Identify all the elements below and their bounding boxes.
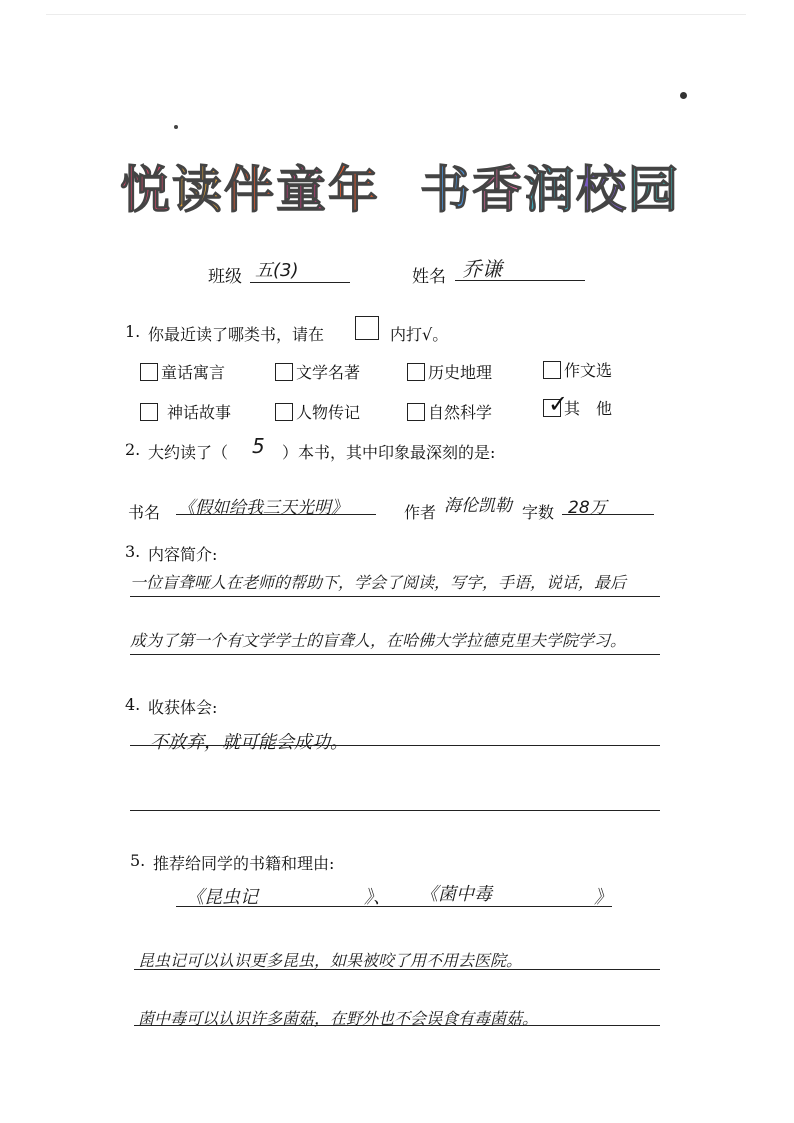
- title-char: 读: [172, 161, 224, 219]
- recommend-books-underline: [176, 906, 612, 907]
- name-label: 姓名: [412, 267, 446, 287]
- summary-line-2[interactable]: 成为了第一个有文学学士的盲聋人，在哈佛大学拉德克里夫学院学习。: [130, 631, 627, 650]
- title-char: 校: [576, 161, 628, 219]
- option-label: 历史地理: [428, 363, 493, 382]
- option-label: 其 他: [564, 399, 613, 418]
- recommended-book-2[interactable]: 《菌中毒: [420, 884, 492, 905]
- q5-number: 5.: [130, 851, 146, 870]
- checkbox[interactable]: [407, 403, 425, 421]
- checkbox[interactable]: [275, 363, 293, 381]
- reflection-underline-1: [130, 745, 660, 746]
- reason-underline-2: [134, 1025, 660, 1026]
- option-biographies[interactable]: [275, 400, 360, 423]
- author-value[interactable]: 海伦凯勒: [444, 496, 512, 516]
- reflection-line-1[interactable]: 不放弃，就可能会成功。: [150, 732, 348, 753]
- scan-speck: [680, 92, 687, 99]
- q5-label: 推荐给同学的书籍和理由:: [153, 854, 335, 873]
- class-label: 班级: [208, 267, 242, 287]
- word-count-label: 字数: [522, 503, 555, 522]
- option-myths[interactable]: [140, 400, 231, 423]
- option-label: 文学名著: [296, 363, 361, 382]
- checkbox[interactable]: [407, 363, 425, 381]
- title-char: 童: [276, 161, 328, 219]
- reflection-underline-2: [130, 810, 660, 811]
- book-title-underline: [176, 514, 376, 515]
- class-value[interactable]: 五(3): [255, 260, 299, 281]
- check-mark-icon: ✓: [548, 389, 569, 418]
- book-title-value[interactable]: 《假如给我三天光明》: [178, 498, 348, 518]
- option-other[interactable]: [543, 389, 613, 419]
- checkbox[interactable]: [275, 403, 293, 421]
- option-literature-classics[interactable]: [275, 360, 360, 383]
- title-char: 悦: [120, 161, 172, 219]
- q4-number: 4.: [125, 695, 141, 714]
- summary-line-1[interactable]: 一位盲聋哑人在老师的帮助下，学会了阅读，写字，手语，说话，最后: [130, 573, 627, 592]
- q3-number: 3.: [125, 542, 141, 561]
- q2-number: 2.: [125, 440, 141, 459]
- page-title: [120, 150, 680, 222]
- recommended-book-1[interactable]: 《昆虫记: [186, 887, 258, 908]
- title-char: 园: [628, 161, 680, 219]
- option-label: 作文选: [564, 361, 613, 380]
- checkbox[interactable]: [543, 361, 561, 379]
- word-count-value[interactable]: 28万: [568, 498, 607, 518]
- option-label: 童话寓言: [161, 363, 226, 382]
- q3-label: 内容简介:: [148, 545, 218, 564]
- class-underline: [250, 282, 350, 283]
- option-label: 自然科学: [428, 403, 493, 422]
- reason-underline-1: [134, 969, 660, 970]
- name-value[interactable]: 乔谦: [462, 257, 502, 281]
- title-gap: [380, 150, 420, 222]
- summary-underline-2: [130, 654, 660, 655]
- book-title-label: 书名: [128, 503, 161, 522]
- checkbox[interactable]: [140, 403, 158, 421]
- option-label: 神话故事: [167, 403, 232, 422]
- scan-speck: [174, 125, 178, 129]
- q1-text-after: 内打√。: [390, 325, 449, 344]
- reason-line-1[interactable]: 昆虫记可以认识更多昆虫，如果被咬了用不用去医院。: [138, 951, 523, 970]
- option-fairy-tales[interactable]: [140, 360, 225, 383]
- q1-text: 你最近读了哪类书，请在: [148, 325, 325, 344]
- word-count-underline: [562, 514, 654, 515]
- title-char: 年: [328, 161, 380, 219]
- author-label: 作者: [404, 503, 437, 522]
- q2-text-after: ）本书，其中印象最深刻的是:: [282, 443, 496, 462]
- summary-underline-1: [130, 596, 660, 597]
- option-history-geography[interactable]: [407, 360, 492, 383]
- reason-line-2[interactable]: 菌中毒可以认识许多菌菇，在野外也不会误食有毒菌菇。: [138, 1009, 539, 1028]
- q4-label: 收获体会:: [148, 698, 218, 717]
- title-char: 润: [524, 161, 576, 219]
- recommended-book-2-close: 》: [594, 887, 612, 908]
- checkbox-checked[interactable]: [543, 389, 569, 418]
- option-essay-collection[interactable]: [543, 358, 612, 381]
- q1-number: 1.: [125, 322, 141, 341]
- recommended-book-1-close: 》、: [364, 887, 391, 908]
- q1-example-box: [355, 316, 379, 340]
- title-char: 香: [472, 161, 524, 219]
- option-label: 人物传记: [296, 403, 361, 422]
- q2-text-before: 大约读了（: [148, 443, 229, 462]
- option-natural-science[interactable]: [407, 400, 492, 423]
- page-top-border: [46, 14, 746, 15]
- title-char: 书: [420, 161, 472, 219]
- q2-count[interactable]: 5: [252, 434, 265, 458]
- checkbox[interactable]: [140, 363, 158, 381]
- title-char: 伴: [224, 161, 276, 219]
